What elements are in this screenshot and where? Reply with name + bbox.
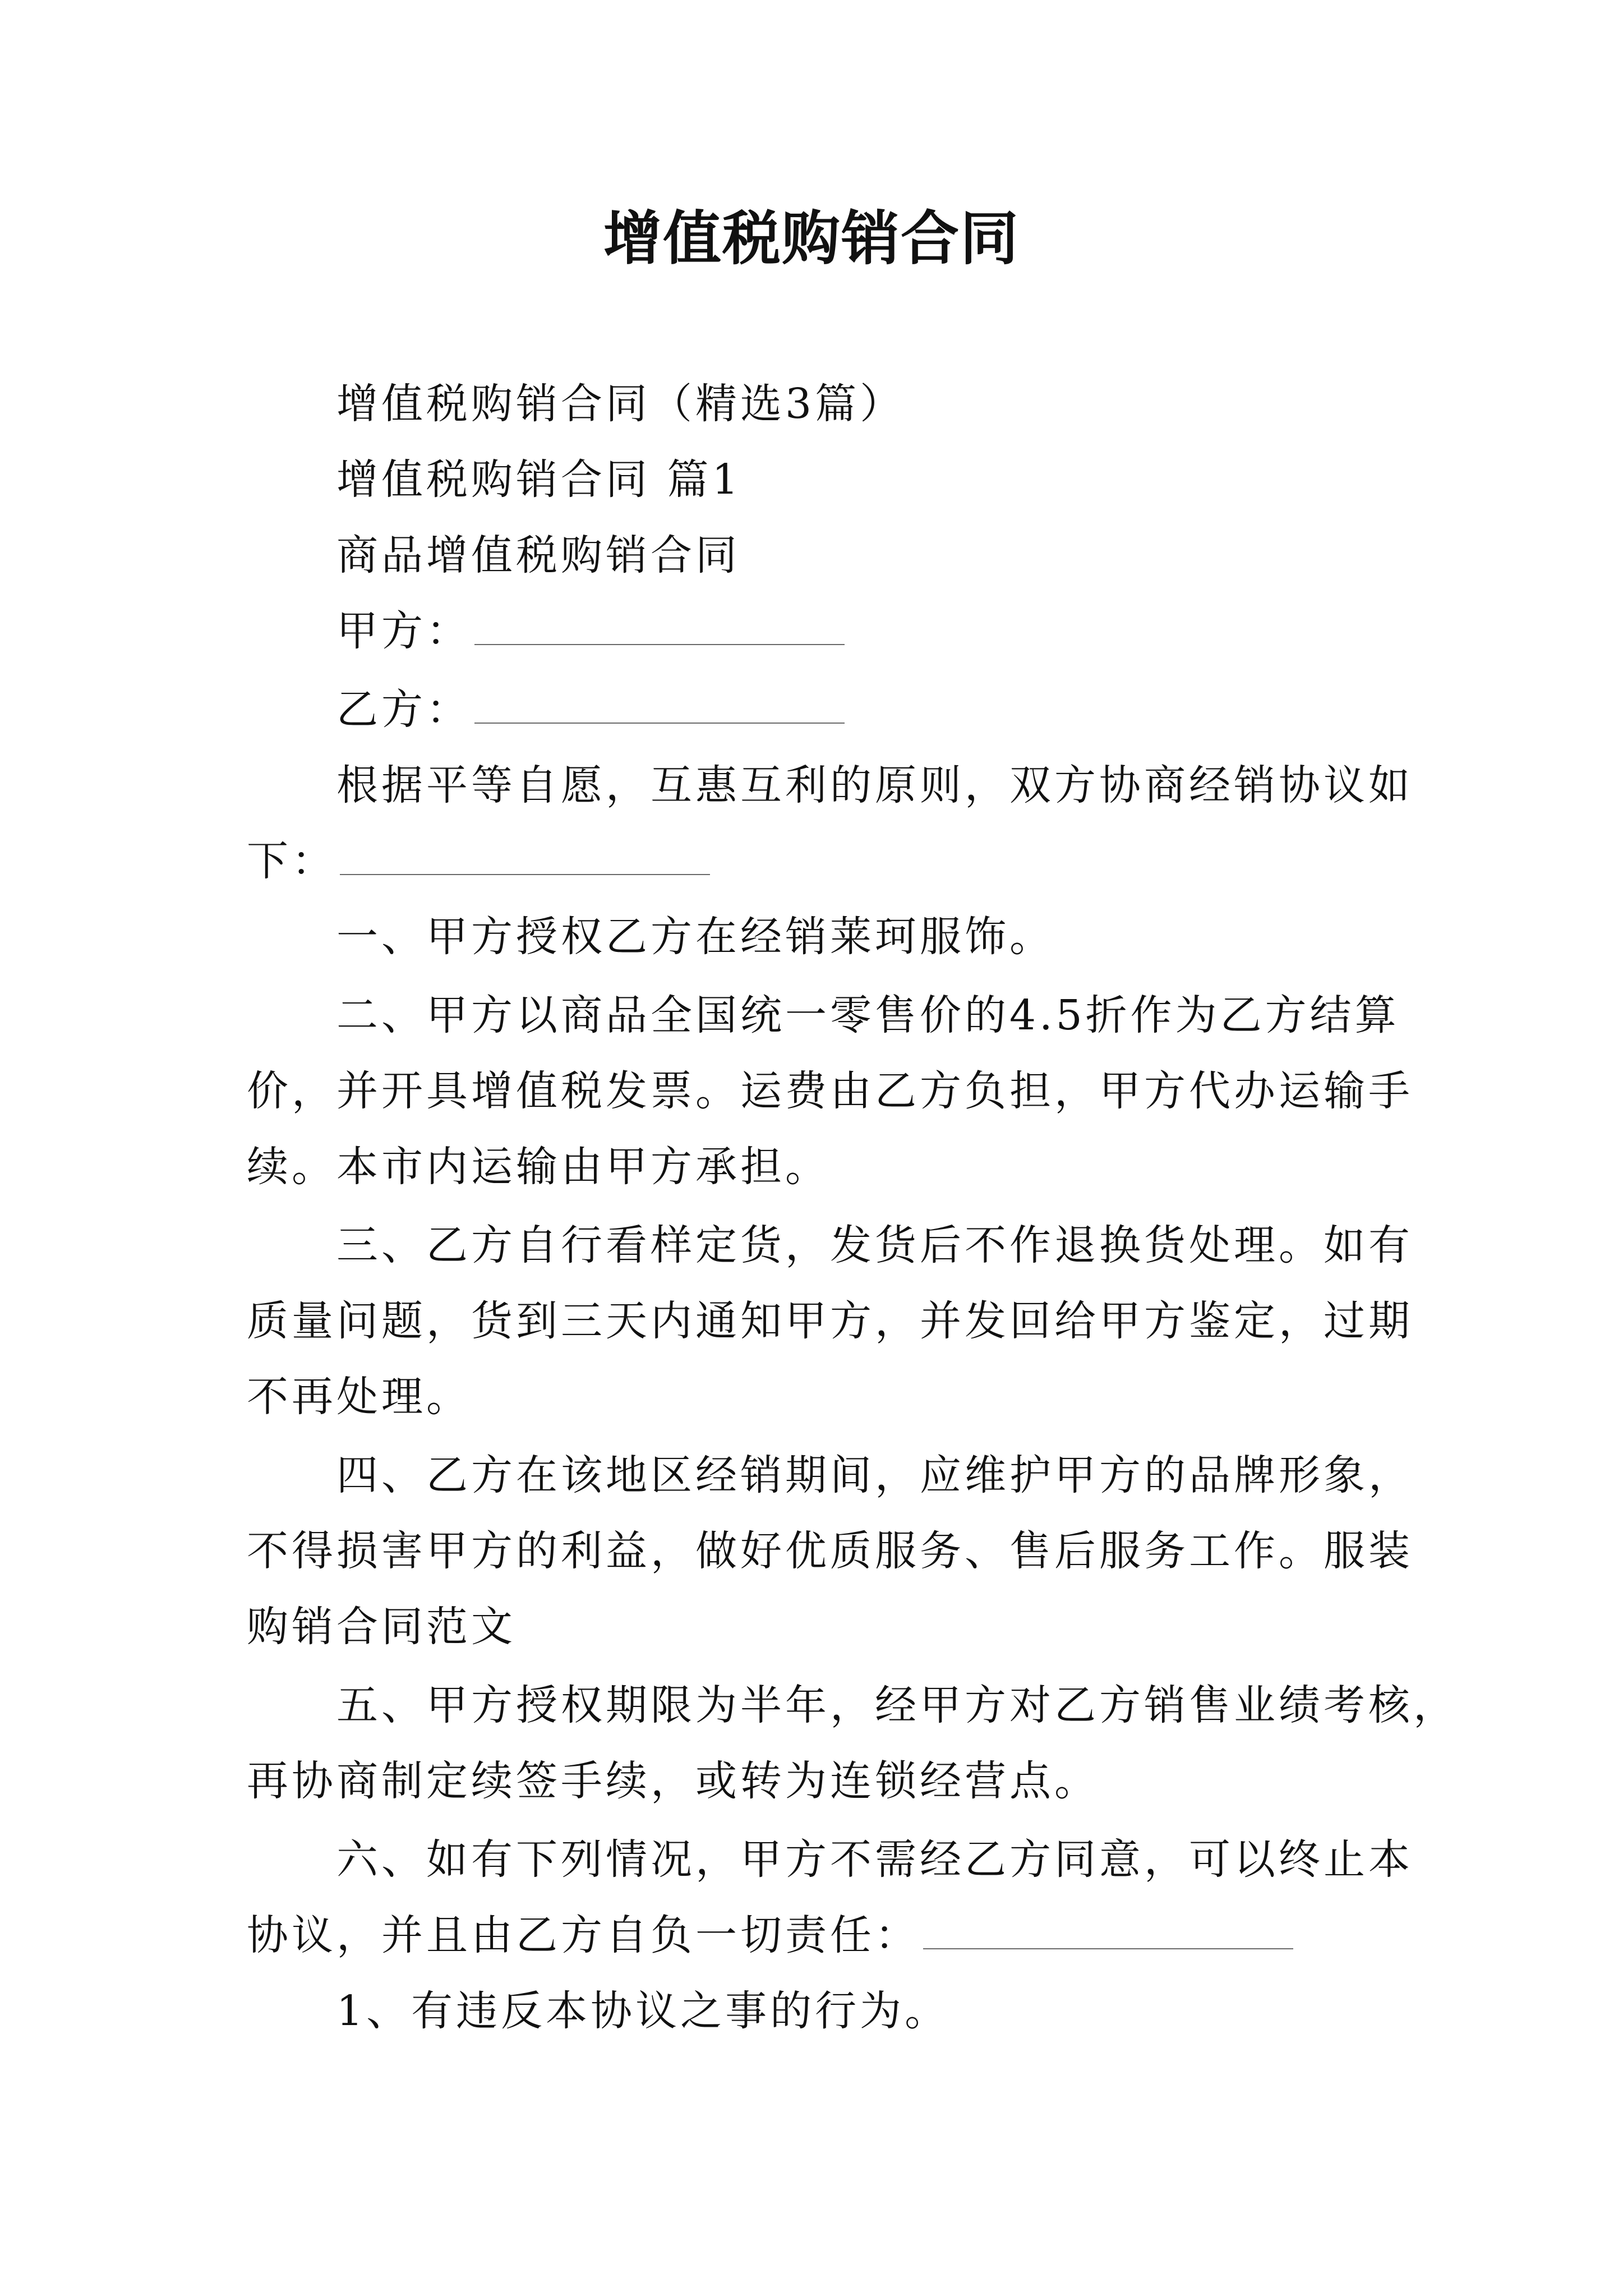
party-a-line: 甲方：: [336, 603, 845, 659]
section-heading: 增值税购销合同 篇1: [336, 455, 742, 504]
subtitle-line: 增值税购销合同（精选3篇）: [336, 380, 905, 428]
clause-2-line: 续。本市内运输由甲方承担。: [247, 1143, 830, 1191]
clause-4-line: 四、乙方在该地区经销期间，应维护甲方的品牌形象，: [336, 1451, 1413, 1499]
contract-name: 商品增值税购销合同: [336, 531, 740, 579]
clause-3-line: 不再处理。: [247, 1373, 471, 1421]
clause-1-line: 一、甲方授权乙方在经销莱珂服饰。: [336, 913, 1054, 961]
clause-4-line: 购销合同范文: [247, 1603, 516, 1651]
responsibility-blank: [923, 1909, 1293, 1949]
document-title: 增值税购销合同: [603, 204, 1020, 273]
clause-3-line: 质量问题，货到三天内通知甲方，并发回给甲方鉴定，过期: [247, 1297, 1413, 1345]
clause-2-line: 价，并开具增值税发票。运费由乙方负担，甲方代办运输手: [247, 1067, 1413, 1115]
clause-5-line: 再协商制定续签手续，或转为连锁经营点。: [247, 1757, 1099, 1805]
clause-6-line: 协议，并且由乙方自负一切责任：: [247, 1907, 1293, 1963]
party-a-blank: [474, 605, 845, 645]
clause-4-line: 不得损害甲方的利益，做好优质服务、售后服务工作。服装: [247, 1527, 1413, 1575]
party-b-blank: [474, 683, 845, 724]
clause-5-line: 五、甲方授权期限为半年，经甲方对乙方销售业绩考核，: [336, 1681, 1458, 1729]
clause-3-line: 三、乙方自行看样定货，发货后不作退换货处理。如有: [336, 1221, 1413, 1269]
party-b-line: 乙方：: [336, 682, 845, 738]
paragraph-line: 下：: [247, 833, 710, 889]
agreement-blank: [340, 835, 710, 875]
item-1-line: 1、有违反本协议之事的行为。: [336, 1987, 950, 2035]
clause-2-line: 二、甲方以商品全国统一零售价的4.5折作为乙方结算: [336, 991, 1400, 1039]
paragraph-line: 根据平等自愿，互惠互利的原则，双方协商经销协议如: [336, 761, 1413, 809]
clause-6-line: 六、如有下列情况，甲方不需经乙方同意，可以终止本: [336, 1835, 1413, 1884]
